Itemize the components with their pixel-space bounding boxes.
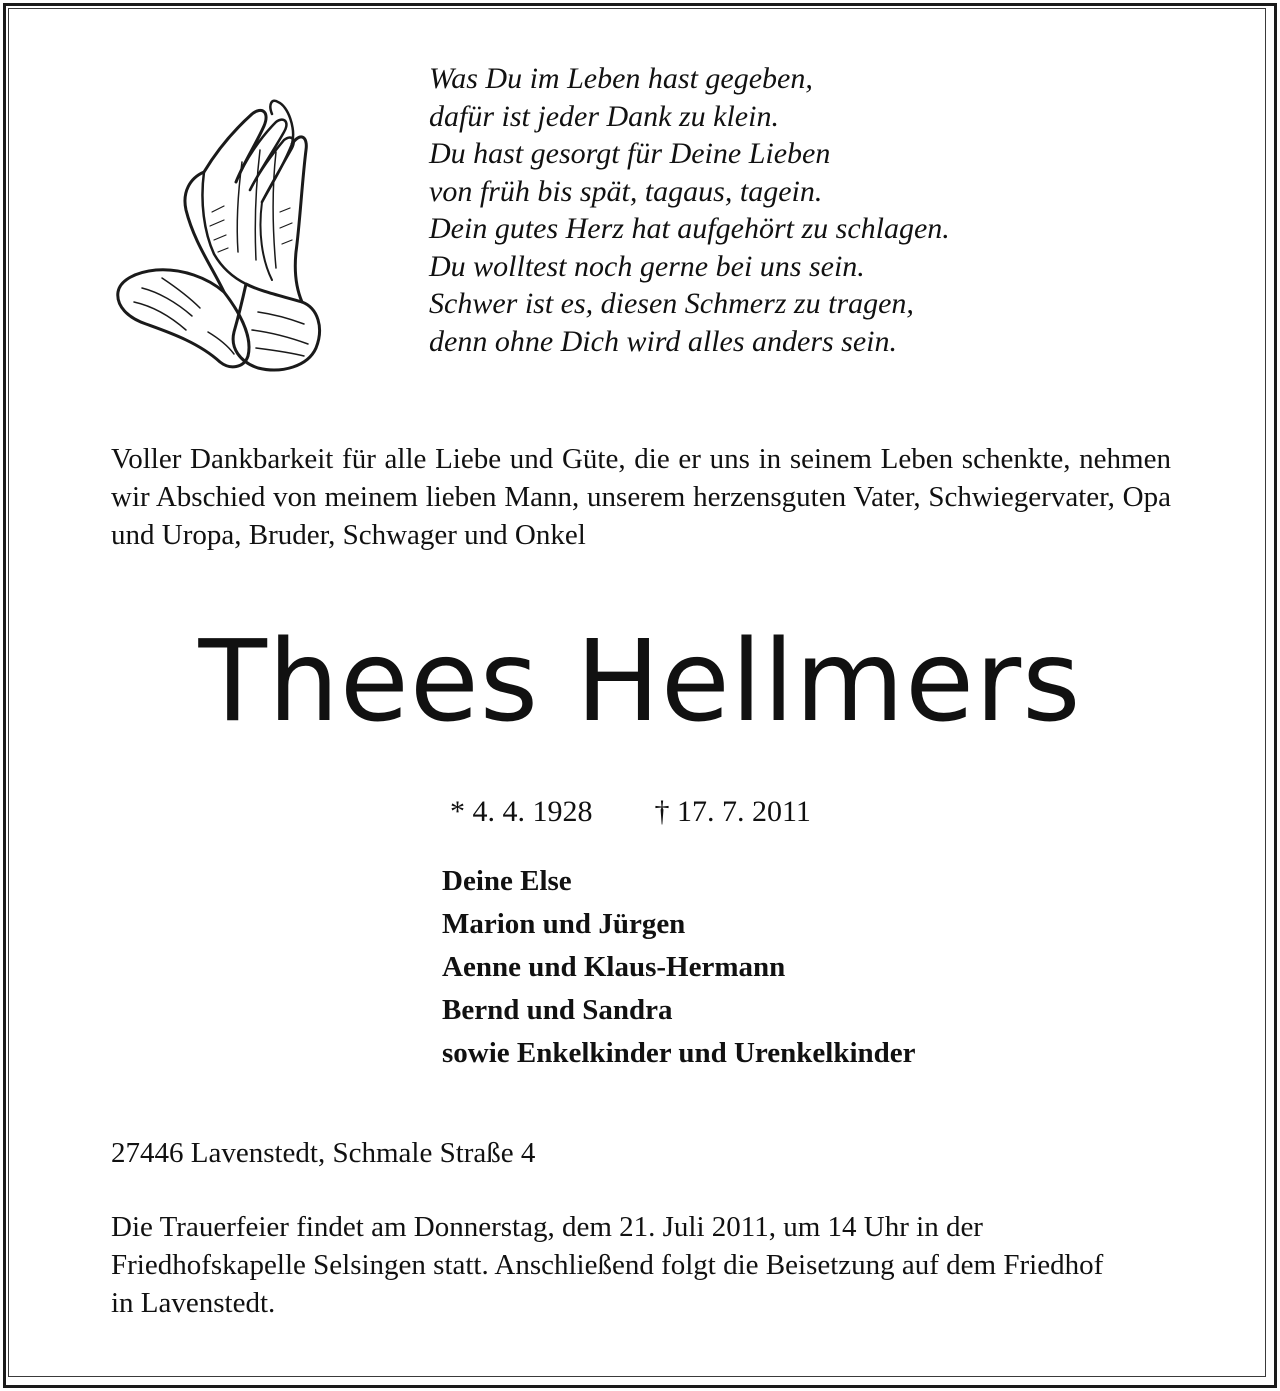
poem-line: Du hast gesorgt für Deine Lieben	[429, 137, 831, 170]
poem-line: von früh bis spät, tagaus, tagein.	[429, 174, 823, 208]
deceased-name: Thees Hellmers	[198, 617, 1082, 747]
family-entry: Bernd und Sandra	[442, 994, 673, 1026]
poem-line: Dein gutes Herz hat aufgehört zu schlagen.	[429, 212, 950, 245]
family-entry: Deine Else	[442, 865, 572, 897]
intro-paragraph: Voller Dankbarkeit für alle Liebe und Güte, die er uns in seinem Leben schenkte, nehmen wir Abschied von meinem lieben Mann, unserem herzensguten Vater, Schwiegervater, Opa und Uropa, Bruder, Schwager und Onkel	[111, 443, 1171, 551]
family-entry: sowie Enkelkinder und Urenkelkinder	[442, 1037, 916, 1069]
poem	[429, 60, 950, 360]
poem-line: denn ohne Dich wird alles anders sein.	[429, 324, 898, 358]
address: 27446 Lavenstedt, Schmale Straße 4	[111, 1137, 536, 1169]
family-entry: Marion und Jürgen	[442, 908, 686, 940]
poem-line: Du wolltest noch gerne bei uns sein.	[429, 249, 865, 283]
life-dates	[450, 792, 811, 832]
birth-date: * 4. 4. 1928	[450, 795, 593, 828]
poem-line: dafür ist jeder Dank zu klein.	[429, 99, 779, 133]
praying-hands-icon	[112, 92, 322, 382]
funeral-notice: Die Trauerfeier findet am Donnerstag, dem 21. Juli 2011, um 14 Uhr in der Friedhofskapelle Selsingen statt. Anschließend folgt die Beisetzung auf dem Friedhof in Lavenstedt.	[111, 1211, 1104, 1319]
poem-line: Was Du im Leben hast gegeben,	[429, 62, 813, 95]
death-date: † 17. 7. 2011	[654, 795, 811, 828]
family-list	[442, 860, 916, 1075]
poem-line: Schwer ist es, diesen Schmerz zu tragen,	[429, 287, 914, 320]
family-entry: Aenne und Klaus-Hermann	[442, 951, 786, 983]
